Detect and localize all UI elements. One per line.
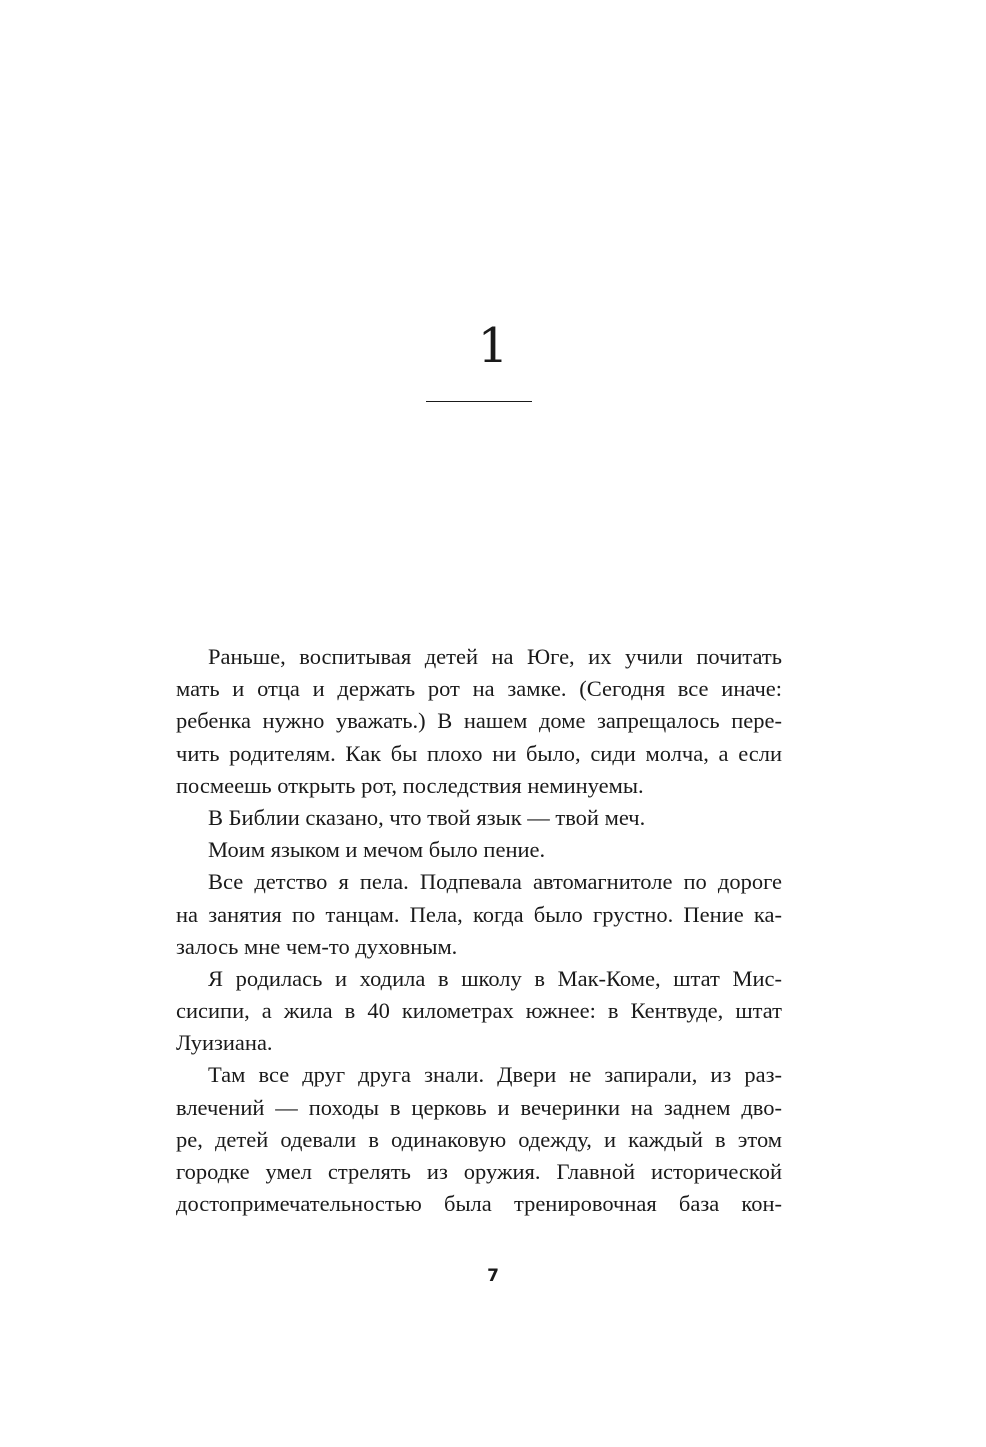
text-line: Раньше, воспитывая детей на Юге, их учили почитать bbox=[208, 644, 782, 669]
text-line: Все детство я пела. Подпевала автомагнитоле по дороге bbox=[208, 869, 782, 895]
text-line: Луизиана. bbox=[176, 1030, 273, 1056]
text-line: залось мне чем-то духовным. bbox=[176, 933, 458, 959]
text-line: Там все друг друга знали. Двери не запирали, из раз- bbox=[208, 1062, 782, 1088]
page-number: 7 bbox=[487, 1266, 499, 1286]
text-line: чить родителям. Как бы плохо ни было, сиди молча, а если bbox=[176, 740, 782, 766]
text-line: мать и отца и держать рот на замке. (Сегодня все иначе: bbox=[176, 676, 782, 702]
text-line: ребенка нужно уважать.) В нашем доме запрещалось пере- bbox=[176, 708, 782, 734]
text-line: Моим языком и мечом было пение. bbox=[208, 837, 546, 863]
body-text bbox=[176, 641, 782, 1220]
chapter-number: 1 bbox=[477, 318, 509, 374]
chapter-divider bbox=[426, 401, 532, 402]
text-line: на занятия по танцам. Пела, когда было грустно. Пение ка- bbox=[176, 901, 782, 927]
text-line: посмеешь открыть рот, последствия неминуемы. bbox=[176, 772, 644, 798]
text-line: В Библии сказано, что твой язык — твой меч. bbox=[208, 804, 646, 830]
text-line: сисипи, а жила в 40 километрах южнее: в Кентвуде, штат bbox=[176, 998, 782, 1024]
text-line: влечений — походы в церковь и вечеринки на заднем дво- bbox=[176, 1094, 782, 1120]
text-line: городке умел стрелять из оружия. Главной исторической bbox=[176, 1159, 782, 1184]
text-line: достопримечательностью была тренировочная база кон- bbox=[176, 1191, 782, 1217]
text-line: Я родилась и ходила в школу в Мак-Коме, штат Мис- bbox=[208, 965, 782, 991]
text-line: ре, детей одевали в одинаковую одежду, и каждый в этом bbox=[176, 1126, 782, 1152]
